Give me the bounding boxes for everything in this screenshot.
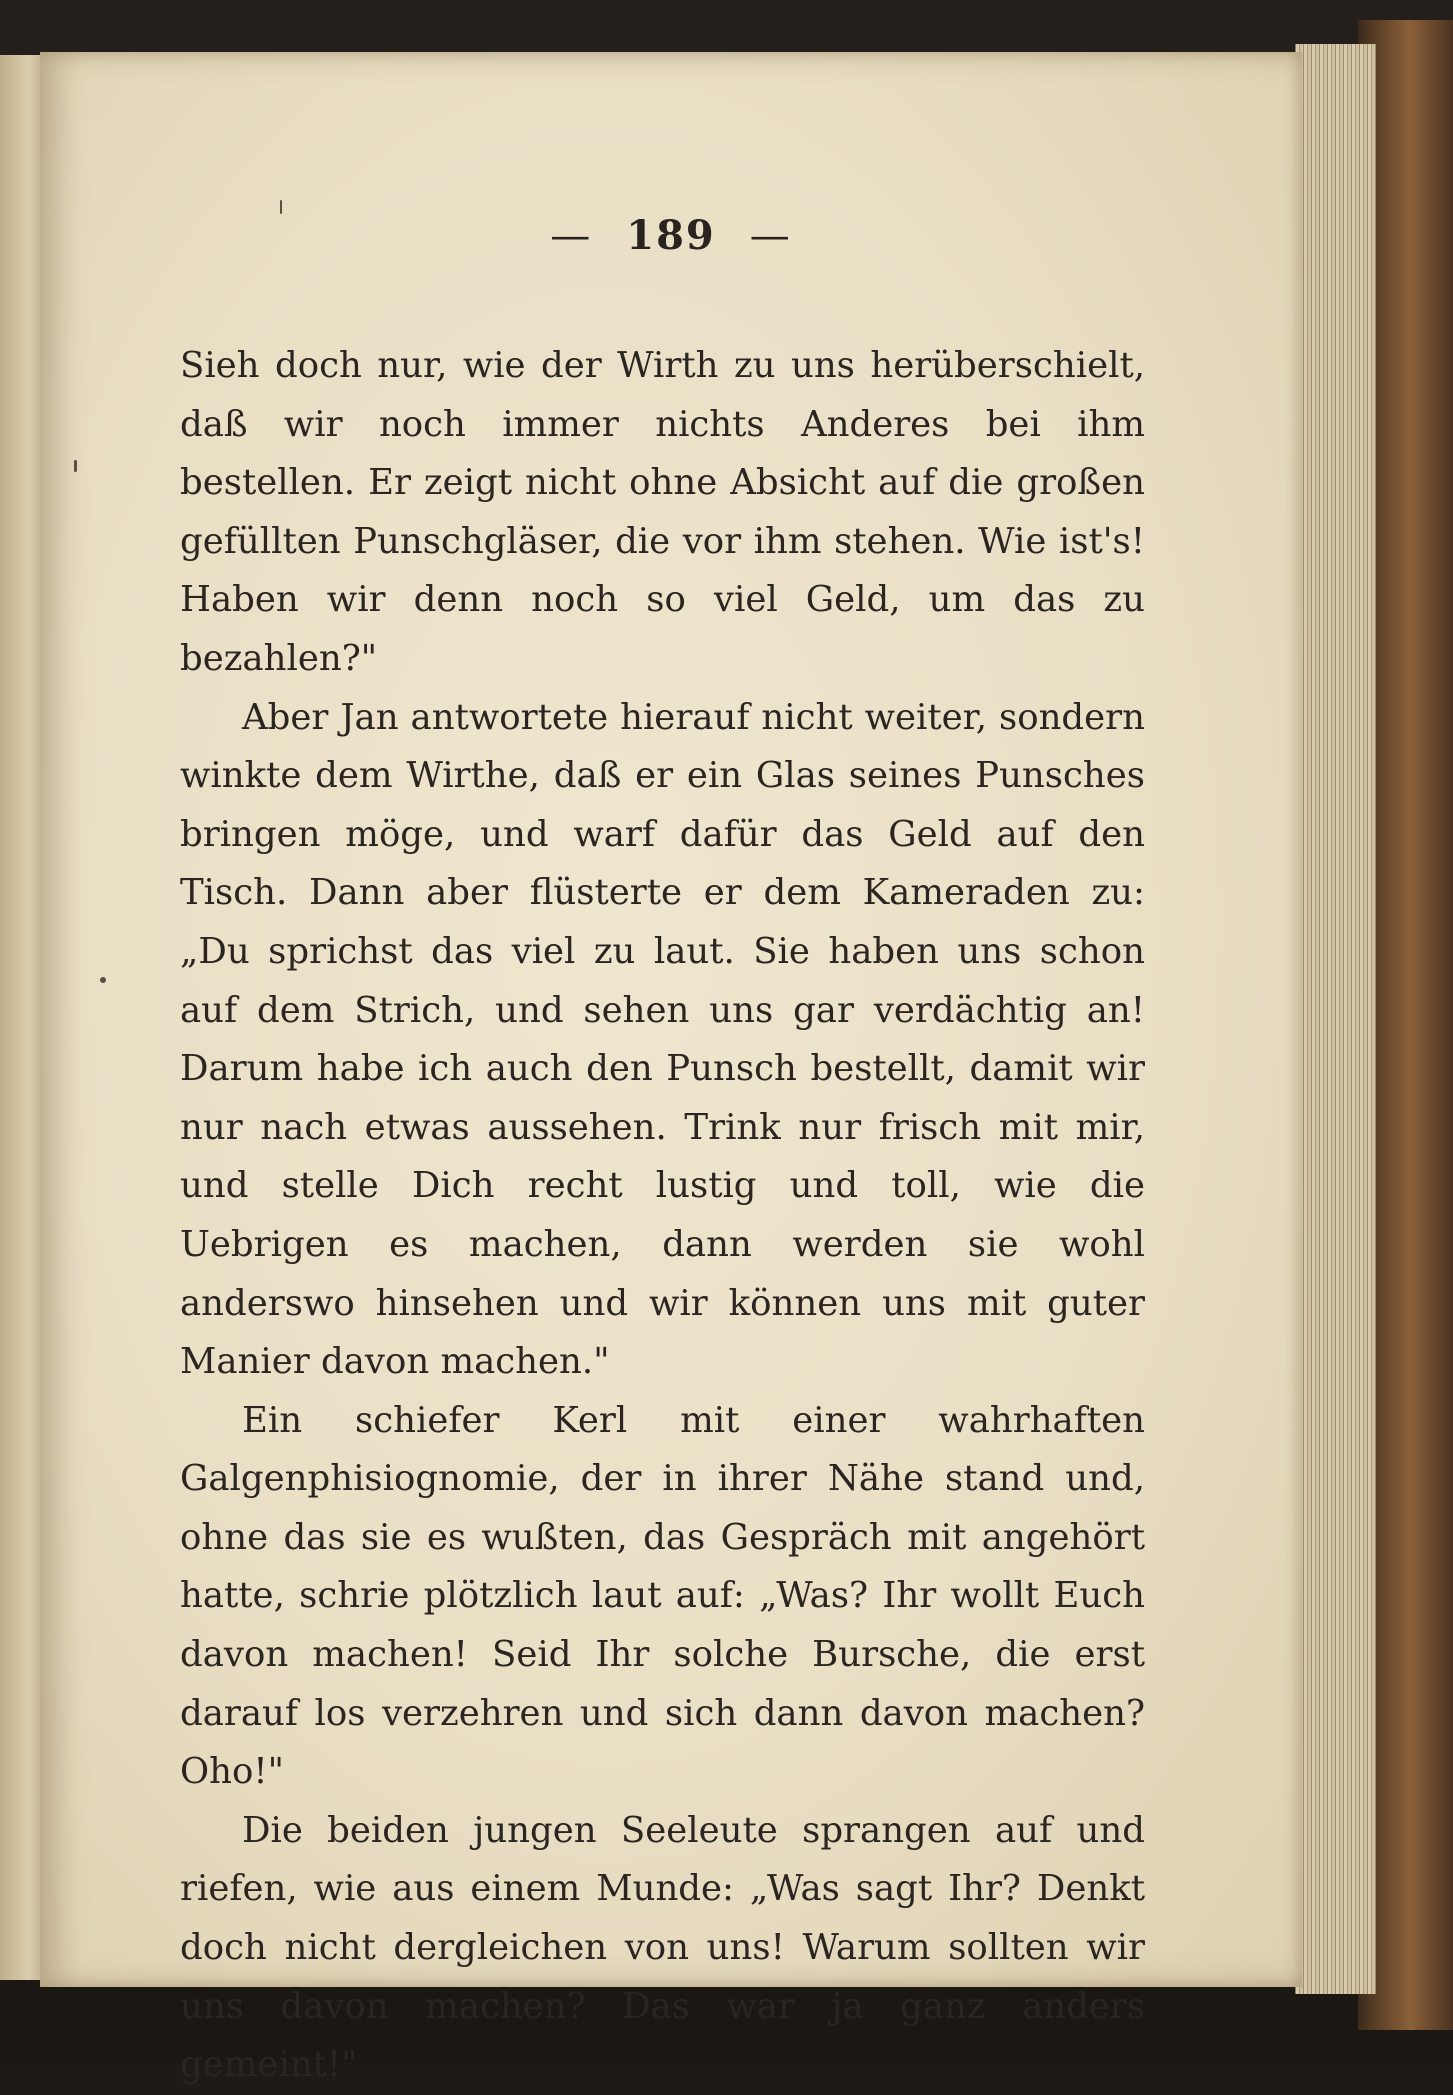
page-header (40, 212, 1302, 259)
page-number: 189 (626, 212, 716, 259)
paper-speck (280, 200, 282, 214)
book-page (40, 52, 1302, 2086)
page-edges (1295, 44, 1376, 1994)
paragraph: Aber Jan antwortete hierauf nicht weiter, sondern winkte dem Wirthe, daß er ein Glas seines Punsches bringen möge, und warf dafür das Geld auf den Tisch. Dann aber flüsterte er dem Kameraden zu: „Du sprichst das viel zu laut. Sie haben uns schon auf dem Strich, und sehen uns gar verdächtig an! Darum habe ich auch den Punsch bestellt, damit wir nur nach etwas aussehen. Trink nur frisch mit mir, und stelle Dich recht lustig und toll, wie die Uebrigen es machen, dann werden sie wohl anderswo hinsehen und wir können uns mit guter Manier davon machen." (180, 696, 1145, 1383)
paragraph: Sieh doch nur, wie der Wirth zu uns herüberschielt, daß wir noch immer nichts Anderes bei ihm bestellen. Er zeigt nicht ohne Absicht auf die großen gefüllten Punschgläser, die vor ihm stehen. Wie ist's! Haben wir denn noch so viel Geld, um das zu bezahlen?" (180, 345, 1145, 679)
header-dash-right: — (749, 213, 792, 259)
paragraph: Ein schiefer Kerl mit einer wahrhaften Galgenphisiognomie, der in ihrer Nähe stand und, ohne das sie es wußten, das Gespräch mit angehört hatte, schrie plötzlich laut auf: „Was? Ihr wollt Euch davon machen! Seid Ihr solche Bursche, die erst darauf los verzehren und sich dann davon machen? Oho!" (180, 1399, 1145, 1793)
paragraph: Die beiden jungen Seeleute sprangen auf und riefen, wie aus einem Munde: „Was sagt Ihr? Denkt doch nicht dergleichen von uns! Warum sollten wir uns davon machen? Das war ja ganz anders gemeint!" (180, 1809, 1145, 2086)
paper-speck (100, 977, 106, 983)
page-body (180, 337, 1145, 2095)
paper-speck (74, 460, 77, 472)
header-dash-left: — (550, 213, 593, 259)
